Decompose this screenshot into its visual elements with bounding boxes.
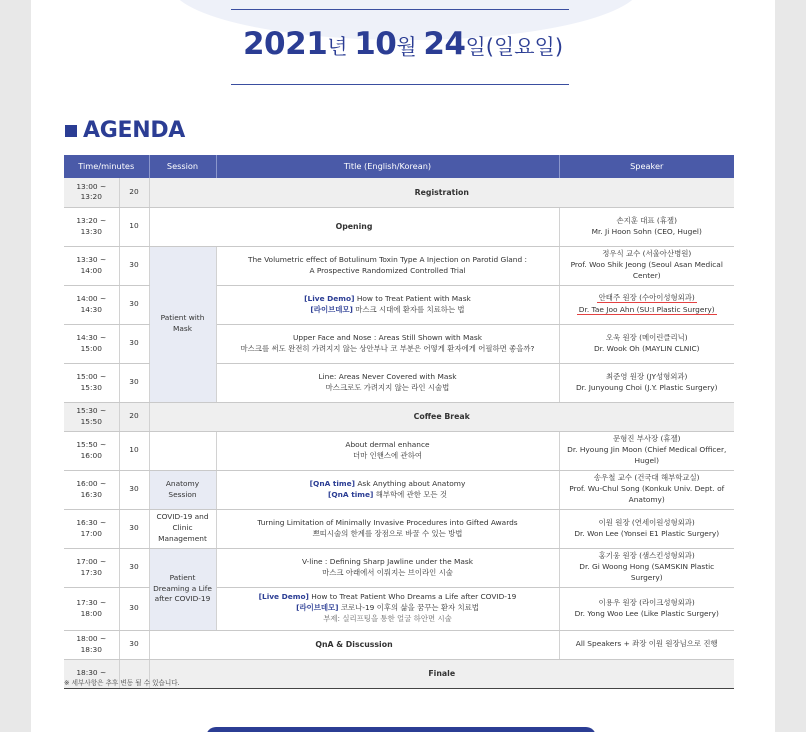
speaker-cell: 이원 원장 (연세이원성형외과) Dr. Won Lee (Yonsei E1 Plastic Surgery)	[559, 509, 734, 548]
minutes-cell: 30	[119, 363, 149, 402]
agenda-table	[64, 155, 734, 689]
finale-label: Finale	[149, 659, 734, 688]
table-row	[64, 431, 734, 470]
time-cell: 14:00 ~ 14:30	[64, 285, 119, 324]
qna-tag-ko: [QnA time]	[327, 489, 374, 499]
time-cell: 14:30 ~ 15:00	[64, 324, 119, 363]
title-cell: Upper Face and Nose : Areas Still Shown with Mask 마스크를 써도 완전히 가려지지 않는 상안부나 코 부분은 어떻게 환자에게 어필하면 좋을까?	[216, 324, 559, 363]
minutes-cell: 30	[119, 285, 149, 324]
session-anatomy: Anatomy Session	[149, 470, 216, 509]
time-cell: 17:00 ~ 17:30	[64, 548, 119, 587]
time-cell: 18:30 ~	[64, 659, 119, 688]
table-row	[64, 246, 734, 285]
speaker-cell: All Speakers + 좌장 이원 원장님으로 진행	[559, 630, 734, 659]
live-demo-tag: [Live Demo]	[304, 293, 355, 303]
speaker-cell	[559, 285, 734, 324]
bottom-banner	[206, 727, 596, 732]
agenda-page	[31, 0, 775, 732]
time-cell: 13:30 ~ 14:00	[64, 246, 119, 285]
speaker-cell: 정우식 교수 (서울아산병원) Prof. Woo Shik Jeong (Seoul Asan Medical Center)	[559, 246, 734, 285]
speaker-cell: 오욱 원장 (메이린클리닉) Dr. Wook Oh (MAYLIN CLNIC)	[559, 324, 734, 363]
table-row	[64, 630, 734, 659]
time-cell: 15:50 ~ 16:00	[64, 431, 119, 470]
minutes-cell: 30	[119, 470, 149, 509]
live-demo-tag-ko: [라이브데모]	[310, 304, 353, 314]
live-demo-tag-ko: [라이브데모]	[296, 603, 339, 613]
minutes-cell: 20	[119, 178, 149, 207]
qna-discussion-label: QnA & Discussion	[149, 630, 559, 659]
time-cell: 18:00 ~ 18:30	[64, 630, 119, 659]
speaker-cell: 홍기웅 원장 (샘스킨성형외과) Dr. Gi Woong Hong (SAMSKIN Plastic Surgery)	[559, 548, 734, 587]
title-cell: [Live Demo] How to Treat Patient Who Dreams a Life after COVID-19 [라이브데모] 코로나-19 이후의 삶을 꿈꾸는 환자 치료법 부제: 실리프팅을 통한 얼굴 하안면 시술	[216, 587, 559, 630]
title-cell: [Live Demo] How to Treat Patient with Mask [라이브데모] 마스크 시대에 환자를 치료하는 법	[216, 285, 559, 324]
subtitle: 부제: 실리프팅을 통한 얼굴 하안면 시술	[323, 613, 452, 623]
qna-tag: [QnA time]	[309, 478, 356, 488]
minutes-cell: 30	[119, 548, 149, 587]
speaker-name-highlighted-en: Dr. Tae Joo Ahn (SU:I Plastic Surgery)	[578, 305, 715, 314]
divider-top	[231, 9, 569, 10]
session-patient-with-mask: Patient with Mask	[149, 246, 216, 402]
minutes-cell: 20	[119, 402, 149, 431]
header-session: Session	[149, 155, 216, 178]
time-cell: 16:30 ~ 17:00	[64, 509, 119, 548]
title-cell: [QnA time] Ask Anything about Anatomy [QnA time] 해부학에 관한 모든 것	[216, 470, 559, 509]
speaker-cell: 송우철 교수 (건국대 해부학교실) Prof. Wu-Chul Song (Konkuk Univ. Dept. of Anatomy)	[559, 470, 734, 509]
square-bullet-icon	[65, 125, 77, 137]
event-date: 2021년 10월 24일(일요일)	[242, 26, 564, 62]
divider-bottom	[231, 84, 569, 85]
time-cell: 17:30 ~ 18:00	[64, 587, 119, 630]
speaker-cell: 문형진 부사장 (휴젤) Dr. Hyoung Jin Moon (Chief Medical Officer, Hugel)	[559, 431, 734, 470]
table-row	[64, 402, 734, 431]
minutes-cell: 10	[119, 431, 149, 470]
agenda-heading: AGENDA	[65, 118, 185, 143]
speaker-cell: 최준영 원장 (JY성형외과) Dr. Junyoung Choi (J.Y. Plastic Surgery)	[559, 363, 734, 402]
minutes-cell: 30	[119, 630, 149, 659]
table-row	[64, 548, 734, 587]
coffee-break-label: Coffee Break	[149, 402, 734, 431]
speaker-cell: 이용우 원장 (라이크성형외과) Dr. Yong Woo Lee (Like Plastic Surgery)	[559, 587, 734, 630]
header-title: Title (English/Korean)	[216, 155, 559, 178]
minutes-cell: 30	[119, 509, 149, 548]
minutes-cell: 30	[119, 324, 149, 363]
minutes-cell: 30	[119, 246, 149, 285]
time-cell: 13:20 ~ 13:30	[64, 207, 119, 246]
footnote: ※ 세부사항은 추후 변동 될 수 있습니다.	[64, 679, 180, 687]
table-row	[64, 509, 734, 548]
time-cell: 13:00 ~ 13:20	[64, 178, 119, 207]
minutes-cell: 30	[119, 587, 149, 630]
speaker-name-highlighted: 안태주 원장 (수아이성형외과)	[598, 293, 695, 303]
title-cell: V-line : Defining Sharp Jawline under the Mask 마스크 아래에서 이뤄지는 브이라인 시술	[216, 548, 559, 587]
opening-label: Opening	[149, 207, 559, 246]
title-cell: Line: Areas Never Covered with Mask 마스크로도 가려지지 않는 라인 시술법	[216, 363, 559, 402]
table-row	[64, 207, 734, 246]
header-speaker: Speaker	[559, 155, 734, 178]
header-time: Time/minutes	[64, 155, 149, 178]
title-cell: About dermal enhance 더마 인핸스에 관하여	[216, 431, 559, 470]
table-row	[64, 470, 734, 509]
minutes-cell: 10	[119, 207, 149, 246]
session-covid-clinic: COVID-19 and Clinic Management	[149, 509, 216, 548]
table-header	[64, 155, 734, 178]
time-cell: 15:30 ~ 15:50	[64, 402, 119, 431]
live-demo-tag: [Live Demo]	[258, 592, 309, 602]
session-cell-empty	[149, 431, 216, 470]
title-cell: The Volumetric effect of Botulinum Toxin Type A Injection on Parotid Gland : A Prospective Randomized Controlled Trial	[216, 246, 559, 285]
time-cell: 15:00 ~ 15:30	[64, 363, 119, 402]
table-row	[64, 178, 734, 207]
time-cell: 16:00 ~ 16:30	[64, 470, 119, 509]
speaker-cell: 손지훈 대표 (휴젤) Mr. Ji Hoon Sohn (CEO, Hugel)	[559, 207, 734, 246]
registration-label: Registration	[149, 178, 734, 207]
title-cell: Turning Limitation of Minimally Invasive Procedures into Gifted Awards 쁘띠시술의 한계를 장점으로 바꿀 수 있는 방법	[216, 509, 559, 548]
session-dreaming-life: Patient Dreaming a Life after COVID-19	[149, 548, 216, 630]
